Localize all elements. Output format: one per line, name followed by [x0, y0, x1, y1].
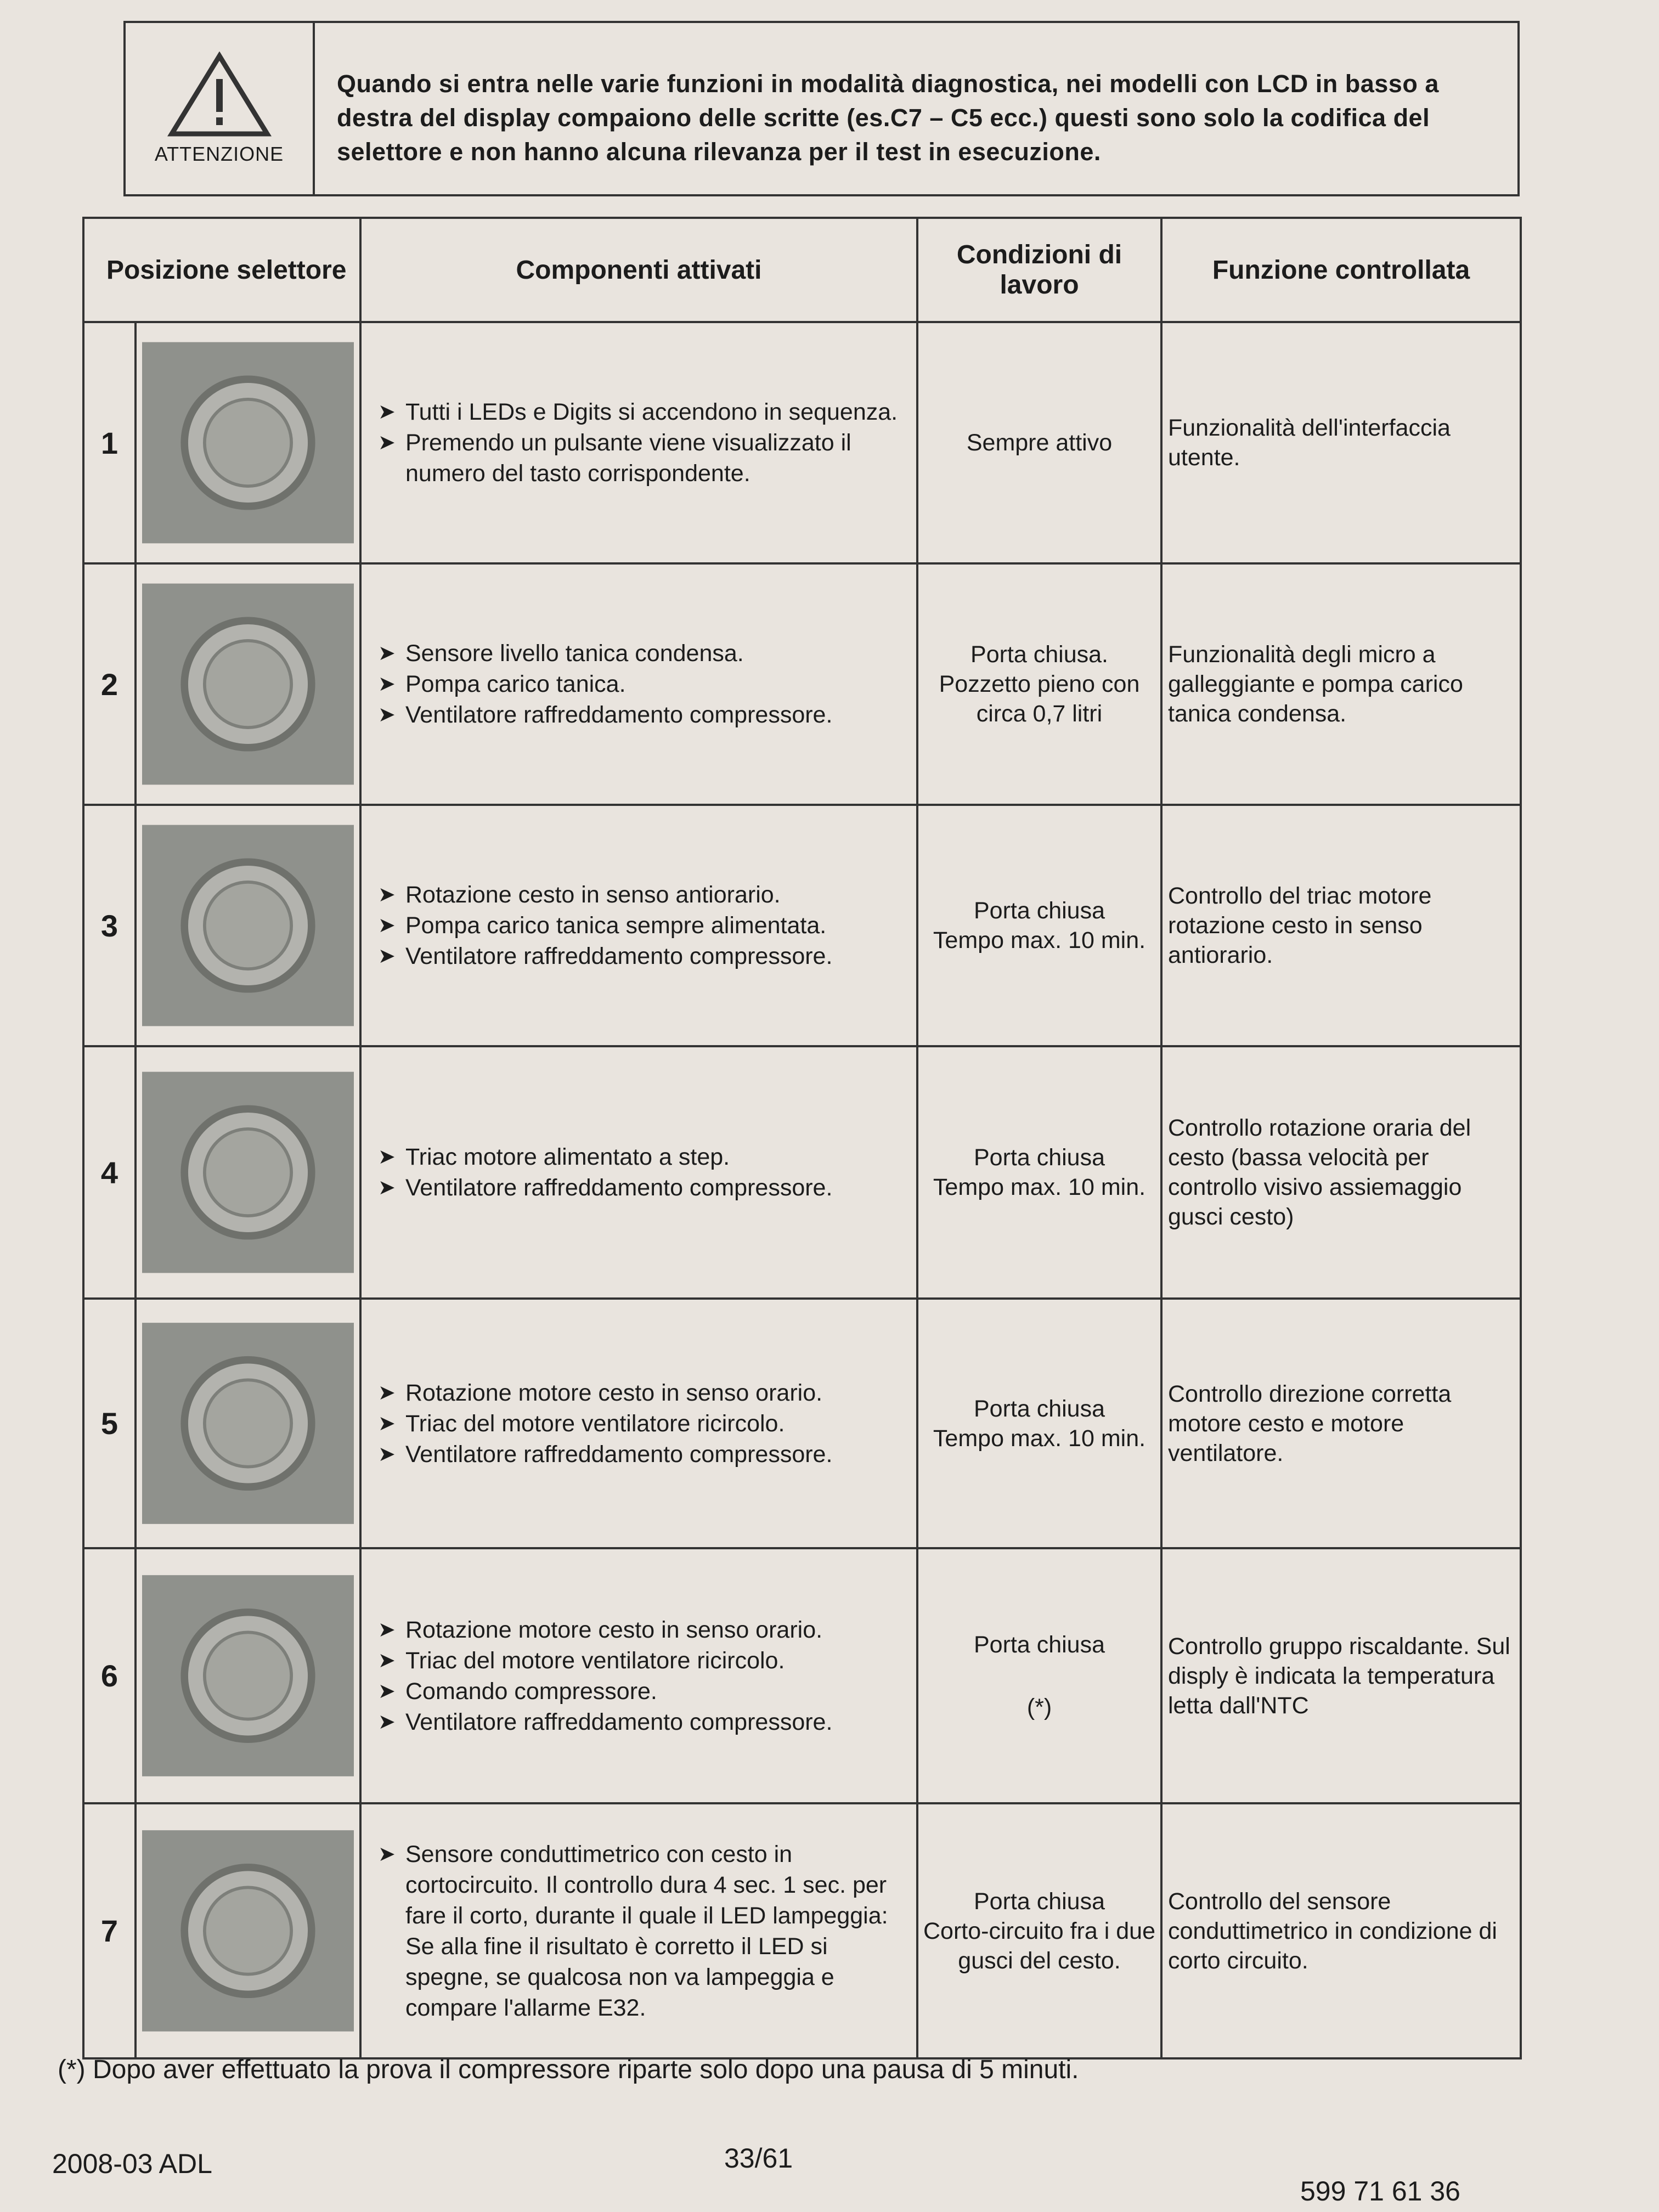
component-item [378, 669, 905, 699]
components-cell [360, 1548, 917, 1803]
selector-position-number: 7 [83, 1803, 136, 2058]
arrow-bullet-icon: ➤ [378, 1146, 396, 1169]
component-text: Sensore livello tanica condensa. [405, 640, 744, 667]
component-text: Pompa carico tanica. [405, 671, 626, 697]
condition-text: Corto-circuito fra i due gusci del cesto. [923, 1917, 1155, 1974]
condition-text: Sempre attivo [966, 430, 1113, 456]
header-position: Posizione selettore [83, 218, 360, 322]
conditions-cell [917, 563, 1161, 805]
component-text: Ventilatore raffreddamento compressore. [405, 1441, 833, 1468]
selector-dial-icon [142, 1053, 354, 1292]
selector-dial-icon [142, 329, 354, 557]
table-body [83, 322, 1521, 2058]
condition-text: (*) [1026, 1694, 1052, 1720]
condition-text: Porta chiusa [973, 1631, 1105, 1658]
table-row [83, 1803, 1521, 2058]
selector-position-number: 6 [83, 1548, 136, 1803]
component-text: Premendo un pulsante viene visualizzato il numero del tasto corrispondente. [405, 430, 851, 487]
components-cell [360, 563, 917, 805]
document-code: 599 71 61 36 [1300, 2176, 1460, 2207]
conditions-cell [917, 1046, 1161, 1299]
selector-position-number: 1 [83, 322, 136, 563]
component-text: Ventilatore raffreddamento compressore. [405, 1708, 833, 1735]
table-row [83, 1299, 1521, 1548]
function-cell: Controllo gruppo riscaldante. Sul disply è indicata la temperatura letta dall'NTC [1161, 1548, 1521, 1803]
conditions-cell [917, 1299, 1161, 1548]
component-text: Rotazione cesto in senso antiorario. [405, 882, 781, 908]
table-row [83, 1046, 1521, 1299]
table-row [83, 322, 1521, 563]
function-cell: Controllo del sensore conduttimetrico in condizione di corto circuito. [1161, 1803, 1521, 2058]
arrow-bullet-icon: ➤ [378, 883, 396, 906]
component-item [378, 1378, 905, 1408]
component-text: Rotazione motore cesto in senso orario. [405, 1616, 823, 1643]
selector-dial-icon [142, 1555, 354, 1797]
header-function: Funzione controllata [1161, 218, 1521, 322]
component-item [378, 1707, 905, 1737]
component-item [378, 427, 905, 489]
header-conditions: Condizioni di lavoro [917, 218, 1161, 322]
condition-text: Porta chiusa [973, 898, 1105, 924]
arrow-bullet-icon: ➤ [378, 431, 396, 454]
component-text: Triac motore alimentato a step. [405, 1144, 730, 1170]
components-cell [360, 805, 917, 1046]
selector-position-number: 2 [83, 563, 136, 805]
condition-text: Porta chiusa. [970, 641, 1108, 668]
arrow-bullet-icon: ➤ [378, 642, 396, 665]
warning-box [123, 21, 1520, 196]
function-cell: Controllo rotazione oraria del cesto (bassa velocità per controllo visivo assiemaggio gusci cesto) [1161, 1046, 1521, 1299]
component-item [378, 910, 905, 941]
table-row [83, 805, 1521, 1046]
component-text: Ventilatore raffreddamento compressore. [405, 1175, 833, 1201]
selector-position-number: 4 [83, 1046, 136, 1299]
function-cell: Funzionalità degli micro a galleggiante e pompa carico tanica condensa. [1161, 563, 1521, 805]
condition-text: Tempo max. 10 min. [933, 1425, 1146, 1452]
arrow-bullet-icon: ➤ [378, 1412, 396, 1435]
component-text: Triac del motore ventilatore ricircolo. [405, 1647, 785, 1674]
function-cell: Controllo del triac motore rotazione cesto in senso antiorario. [1161, 805, 1521, 1046]
arrow-bullet-icon: ➤ [378, 1442, 396, 1466]
selector-dial-image [136, 1046, 360, 1299]
condition-text: Porta chiusa [973, 1395, 1105, 1422]
selector-position-number: 3 [83, 805, 136, 1046]
arrow-bullet-icon: ➤ [378, 914, 396, 937]
arrow-bullet-icon: ➤ [378, 1710, 396, 1734]
arrow-bullet-icon: ➤ [378, 673, 396, 696]
selector-dial-image [136, 1548, 360, 1803]
table-header-row [83, 218, 1521, 322]
component-text: Sensore conduttimetrico con cesto in cortocircuito. Il controllo dura 4 sec. 1 sec. per fare il corto, durante il quale il LED lampeggia: Se alla fine il risultato è corretto il LED si spegne, se qualcosa non va lampeggia e compare l'allarme E32. [405, 1841, 888, 2021]
component-item [378, 1676, 905, 1707]
conditions-cell [917, 322, 1161, 563]
component-text: Ventilatore raffreddamento compressore. [405, 702, 833, 728]
arrow-bullet-icon: ➤ [378, 400, 396, 424]
component-item [378, 1142, 905, 1172]
condition-text: Tempo max. 10 min. [933, 1174, 1146, 1200]
component-item [378, 1615, 905, 1645]
components-cell [360, 1046, 917, 1299]
selector-dial-icon [142, 570, 354, 798]
warning-label: ATTENZIONE [154, 143, 284, 165]
conditions-cell [917, 805, 1161, 1046]
footnote: (*) Dopo aver effettuato la prova il compressore riparte solo dopo una pausa di 5 minuti. [58, 2055, 1079, 2084]
arrow-bullet-icon: ➤ [378, 703, 396, 726]
selector-dial-icon [142, 1305, 354, 1542]
condition-text: Pozzetto pieno con circa 0,7 litri [939, 671, 1140, 727]
conditions-cell [917, 1803, 1161, 2058]
condition-text: Porta chiusa [973, 1144, 1105, 1171]
selector-dial-image [136, 322, 360, 563]
component-text: Rotazione motore cesto in senso orario. [405, 1379, 823, 1406]
component-text: Ventilatore raffreddamento compressore. [405, 943, 833, 969]
condition-text: Porta chiusa [973, 1888, 1105, 1915]
table-row [83, 563, 1521, 805]
selector-position-number: 5 [83, 1299, 136, 1548]
selector-dial-image [136, 563, 360, 805]
selector-dial-icon [142, 1810, 354, 2052]
arrow-bullet-icon: ➤ [378, 945, 396, 968]
arrow-bullet-icon: ➤ [378, 1618, 396, 1641]
component-item [378, 1439, 905, 1470]
component-item [378, 1172, 905, 1203]
components-cell [360, 1803, 917, 2058]
component-text: Triac del motore ventilatore ricircolo. [405, 1410, 785, 1437]
function-cell: Funzionalità dell'interfaccia utente. [1161, 322, 1521, 563]
arrow-bullet-icon: ➤ [378, 1381, 396, 1404]
component-item [378, 1645, 905, 1676]
arrow-bullet-icon: ➤ [378, 1649, 396, 1672]
selector-dial-image [136, 805, 360, 1046]
components-cell [360, 1299, 917, 1548]
arrow-bullet-icon: ➤ [378, 1679, 396, 1703]
component-item [378, 1408, 905, 1439]
selector-dial-image [136, 1803, 360, 2058]
warning-triangle-icon [167, 52, 272, 139]
component-item [378, 1839, 905, 2023]
component-item [378, 941, 905, 972]
component-item [378, 699, 905, 730]
selector-dial-icon [142, 811, 354, 1040]
table-row [83, 1548, 1521, 1803]
arrow-bullet-icon: ➤ [378, 1842, 396, 1866]
component-text: Pompa carico tanica sempre alimentata. [405, 912, 827, 939]
warning-text: Quando si entra nelle varie funzioni in modalità diagnostica, nei modelli con LCD in basso a destra del display compaiono delle scritte (es.C7 – C5 ecc.) questi sono solo la codifica del selettore e non hanno alcuna rilevanza per il test in esecuzione. [337, 70, 1439, 166]
condition-text: Tempo max. 10 min. [933, 927, 1146, 953]
warning-icon-cell [126, 23, 315, 194]
function-cell: Controllo direzione corretta motore cesto e motore ventilatore. [1161, 1299, 1521, 1548]
component-item [378, 397, 905, 427]
header-components: Componenti attivati [360, 218, 917, 322]
arrow-bullet-icon: ➤ [378, 1176, 396, 1199]
component-text: Comando compressore. [405, 1678, 657, 1705]
component-item [378, 879, 905, 910]
footer-date: 2008-03 ADL [52, 2148, 212, 2179]
components-cell [360, 322, 917, 563]
component-text: Tutti i LEDs e Digits si accendono in sequenza. [405, 399, 898, 425]
conditions-cell [917, 1548, 1161, 1803]
component-item [378, 638, 905, 669]
selector-dial-image [136, 1299, 360, 1548]
selector-table [82, 217, 1522, 2059]
page-number: 33/61 [724, 2143, 793, 2174]
